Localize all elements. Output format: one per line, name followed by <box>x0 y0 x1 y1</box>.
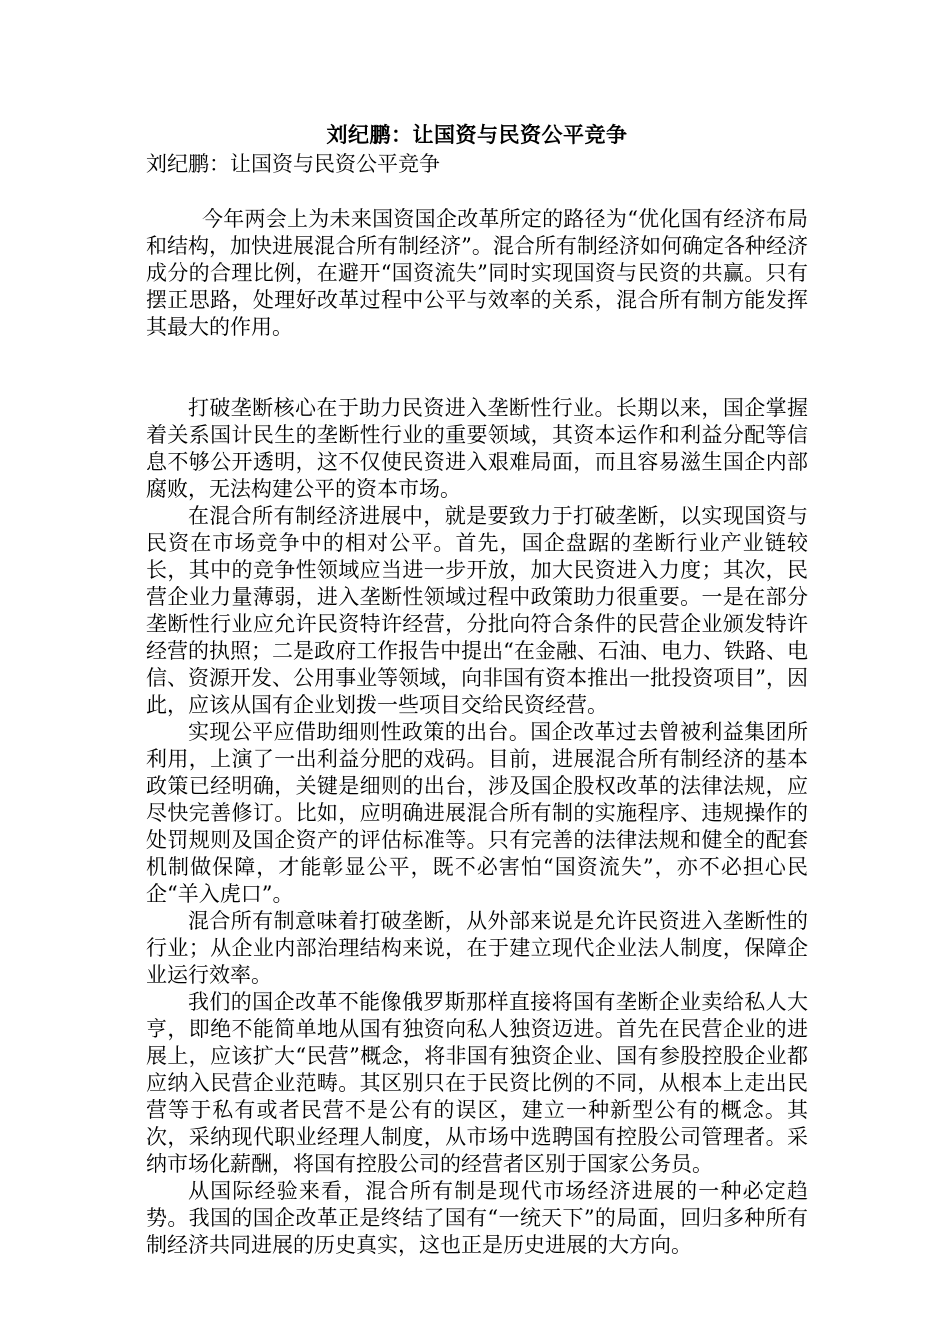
document-subtitle: 刘纪鹏：让国资与民资公平竞争 <box>146 152 440 176</box>
blank-line <box>146 178 808 206</box>
document-page <box>146 120 808 1259</box>
paragraph-body: 在混合所有制经济进展中，就是要致力于打破垄断，以实现国资与民资在市场竞争中的相对公平。首先，国企盘踞的垄断行业产业链较长，其中的竞争性领域应当进一步开放，加大民资进入力度；其次，民营企业力量薄弱，进入垄断性领域过程中政策助力很重要。一是在部分垄断性行业应允许民资特许经营，分批向符合条件的民营企业颁发特许经营的执照；二是政府工作报告中提出“在金融、石油、电力、铁路、电信、资源开发、公用事业等领域，向非国有资本推出一批投资项目”，因此，应该从国有企业划拨一些项目交给民资经营。 <box>146 504 808 717</box>
paragraph-intro: 今年两会上为未来国资国企改革所定的路径为“优化国有经济布局和结构，加快进展混合所有制经济”。混合所有制经济如何确定各种经济成分的合理比例，在避开“国资流失”同时实现国资与民资的共赢。只有摆正思路，处理好改革过程中公平与效率的关系，混合所有制方能发挥其最大的作用。 <box>146 207 808 339</box>
blank-line <box>146 368 808 395</box>
paragraph-body: 我们的国企改革不能像俄罗斯那样直接将国有垄断企业卖给私人大亨，即绝不能简单地从国有独资向私人独资迈进。首先在民营企业的进展上，应该扩大“民营”概念，将非国有独资企业、国有参股控股企业都应纳入民营企业范畴。其区别只在于民资比例的不同，从根本上走出民营等于私有或者民营不是公有的误区，建立一种新型公有的概念。其次，采纳现代职业经理人制度，从市场中选聘国有控股公司管理者。采纳市场化薪酬，将国有控股公司的经营者区别于国家公务员。 <box>146 990 808 1176</box>
paragraph-body: 打破垄断核心在于助力民资进入垄断性行业。长期以来，国企掌握着关系国计民生的垄断性行业的重要领域，其资本运作和利益分配等信息不够公开透明，这不仅使民资进入艰难局面，而且容易滋生国企内部腐败，无法构建公平的资本市场。 <box>146 396 808 501</box>
paragraph-body: 混合所有制意味着打破垄断，从外部来说是允许民资进入垄断性的行业；从企业内部治理结构来说，在于建立现代企业法人制度，保障企业运行效率。 <box>146 909 808 987</box>
blank-line <box>146 341 808 368</box>
paragraph-body: 从国际经验来看，混合所有制是现代市场经济进展的一种必定趋势。我国的国企改革正是终结了国有“一统天下”的局面，回归多种所有制经济共同进展的历史真实，这也正是历史进展的大方向。 <box>146 1179 808 1257</box>
paragraph-body: 实现公平应借助细则性政策的出台。国企改革过去曾被利益集团所利用，上演了一出利益分肥的戏码。目前，进展混合所有制经济的基本政策已经明确，关键是细则的出台，涉及国企股权改革的法律法规，应尽快完善修订。比如，应明确进展混合所有制的实施程序、违规操作的处罚规则及国企资产的评估标准等。只有完善的法律法规和健全的配套机制做保障，才能彰显公平，既不必害怕“国资流失”，亦不必担心民企“羊入虎口”。 <box>146 720 808 906</box>
document-title: 刘纪鹏：让国资与民资公平竞争 <box>326 122 628 147</box>
